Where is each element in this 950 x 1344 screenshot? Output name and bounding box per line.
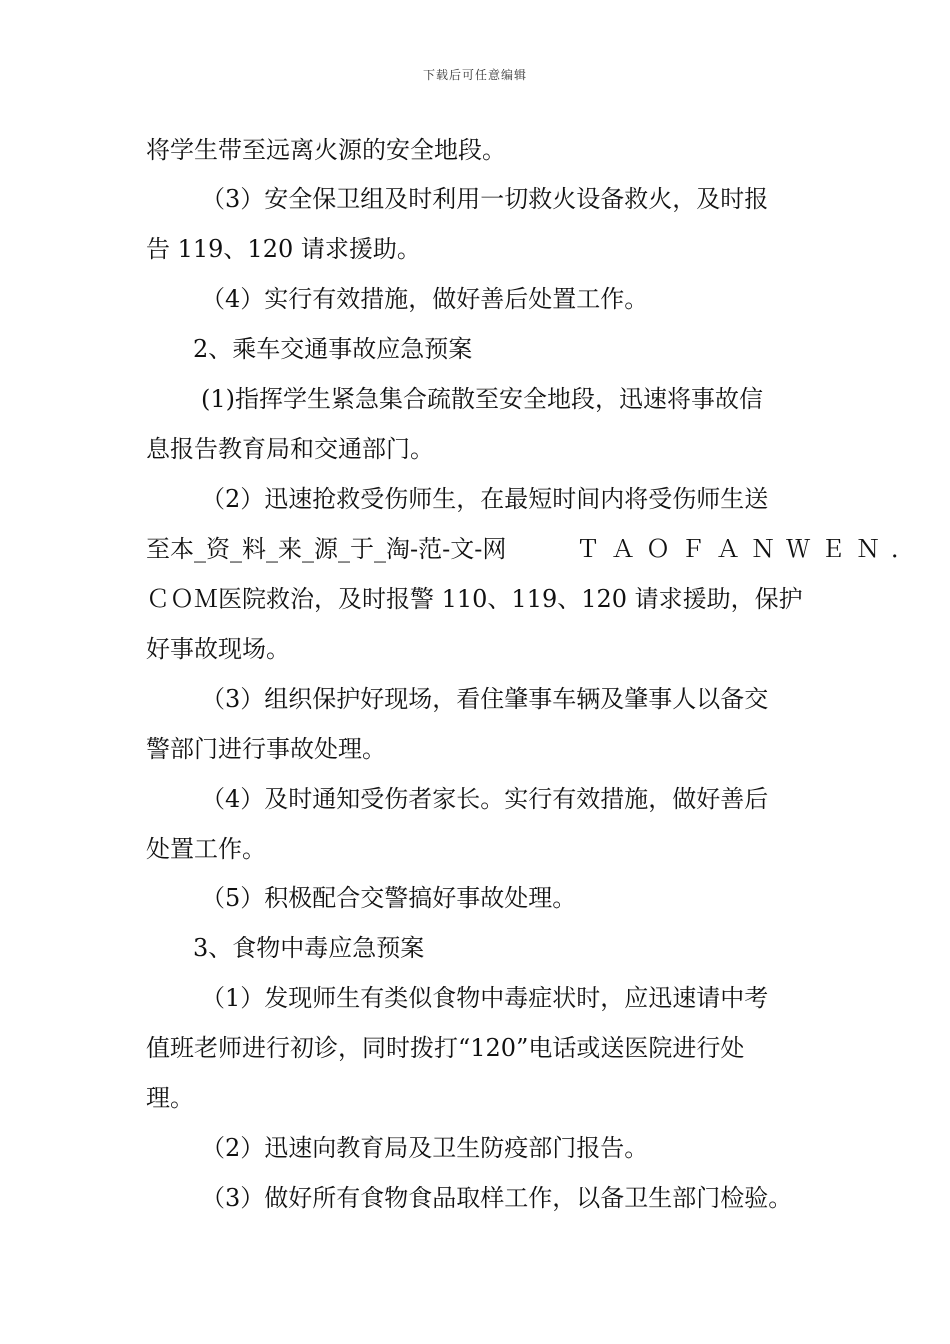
body-line: 好事故现场。 bbox=[146, 635, 290, 663]
body-line: 警部门进行事故处理。 bbox=[146, 735, 386, 763]
page-header: 下载后可任意编辑 bbox=[422, 68, 527, 82]
body-line: （4）实行有效措施，做好善后处置工作。 bbox=[201, 285, 649, 313]
body-line: （3）组织保护好现场，看住肇事车辆及肇事人以备交 bbox=[201, 685, 769, 713]
body-line: （5）积极配合交警搞好事故处理。 bbox=[201, 884, 577, 912]
body-line: 将学生带至远离火源的安全地段。 bbox=[146, 136, 506, 164]
body-line: （2）迅速抢救受伤师生，在最短时间内将受伤师生送 bbox=[201, 485, 769, 513]
body-line: 息报告教育局和交通部门。 bbox=[146, 435, 434, 463]
body-line: （2）迅速向教育局及卫生防疫部门报告。 bbox=[201, 1134, 649, 1162]
body-line: 告 119、120 请求援助。 bbox=[146, 235, 421, 263]
body-line: 处置工作。 bbox=[146, 835, 266, 863]
body-line: （4）及时通知受伤者家长。实行有效措施，做好善后 bbox=[201, 785, 769, 813]
section-heading: 3、食物中毒应急预案 bbox=[193, 934, 425, 962]
body-line: （3）做好所有食物食品取样工作，以备卫生部门检验。 bbox=[201, 1184, 793, 1212]
body-line: 值班老师进行初诊，同时拨打“120”电话或送医院进行处 bbox=[146, 1034, 745, 1062]
body-line: （3）安全保卫组及时利用一切救火设备救火，及时报 bbox=[201, 185, 769, 213]
body-line: ＴＡＯＦＡＮＷＥＮ． bbox=[576, 535, 926, 563]
section-heading: 2、乘车交通事故应急预案 bbox=[193, 335, 473, 363]
body-line: (1)指挥学生紧急集合疏散至安全地段，迅速将事故信 bbox=[201, 385, 763, 413]
body-line: （1）发现师生有类似食物中毒症状时，应迅速请中考 bbox=[201, 984, 769, 1012]
body-line: 理。 bbox=[146, 1084, 194, 1112]
body-line: ＣＯＭ医院救治，及时报警 110、119、120 请求援助，保护 bbox=[146, 585, 803, 613]
body-line: 至本_资_料_来_源_于_淘-范-文-网 bbox=[146, 535, 507, 563]
